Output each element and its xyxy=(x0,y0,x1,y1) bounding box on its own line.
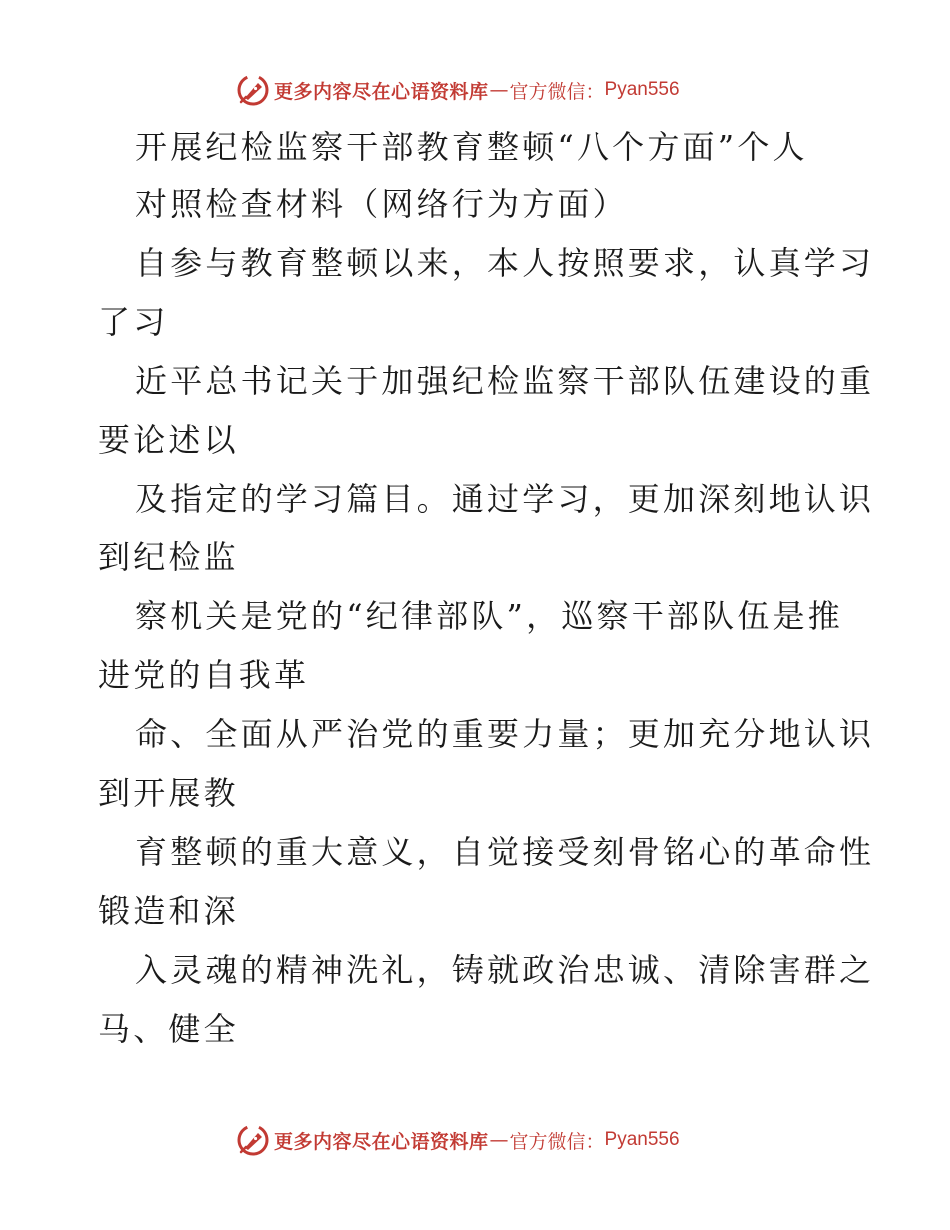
watermark-separator: — xyxy=(489,79,509,101)
body-line: 近平总书记关于加强纪检监察干部队伍建设的重 xyxy=(135,362,875,400)
body-line: 了习 xyxy=(98,303,169,341)
watermark-wechat-label: 官方微信： xyxy=(509,1130,605,1153)
pen-nib-logo-icon xyxy=(236,73,270,107)
body-line: 锻造和深 xyxy=(98,892,239,930)
body-line: 及指定的学习篇目。通过学习，更加深刻地认识 xyxy=(135,480,875,518)
body-line: 进党的自我革 xyxy=(98,656,310,694)
body-line: 入灵魂的精神洗礼，铸就政治忠诚、清除害群之 xyxy=(135,951,875,989)
watermark-account: Pyan556 xyxy=(604,1129,680,1150)
footer-watermark xyxy=(236,1123,716,1157)
body-line: 育整顿的重大意义，自觉接受刻骨铭心的革命性 xyxy=(135,833,875,871)
watermark-separator: — xyxy=(489,1129,509,1151)
body-line: 要论述以 xyxy=(98,421,239,459)
watermark-brand: 更多内容尽在心语资料库 xyxy=(274,80,489,103)
watermark-wechat-label: 官方微信： xyxy=(509,80,605,103)
title-line-1: 开展纪检监察干部教育整顿“八个方面”个人 xyxy=(135,128,808,166)
watermark-brand: 更多内容尽在心语资料库 xyxy=(274,1130,489,1153)
body-line: 察机关是党的“纪律部队”，巡察干部队伍是推 xyxy=(135,597,843,635)
body-line: 到开展教 xyxy=(98,774,239,812)
body-line: 马、健全 xyxy=(98,1010,239,1048)
body-line: 自参与教育整顿以来，本人按照要求，认真学习 xyxy=(135,244,875,282)
title-line-2: 对照检查材料（网络行为方面） xyxy=(135,185,628,223)
body-line: 到纪检监 xyxy=(98,538,239,576)
watermark-account: Pyan556 xyxy=(604,79,680,100)
body-line: 命、全面从严治党的重要力量；更加充分地认识 xyxy=(135,715,875,753)
header-watermark xyxy=(236,73,716,107)
pen-nib-logo-icon xyxy=(236,1123,270,1157)
